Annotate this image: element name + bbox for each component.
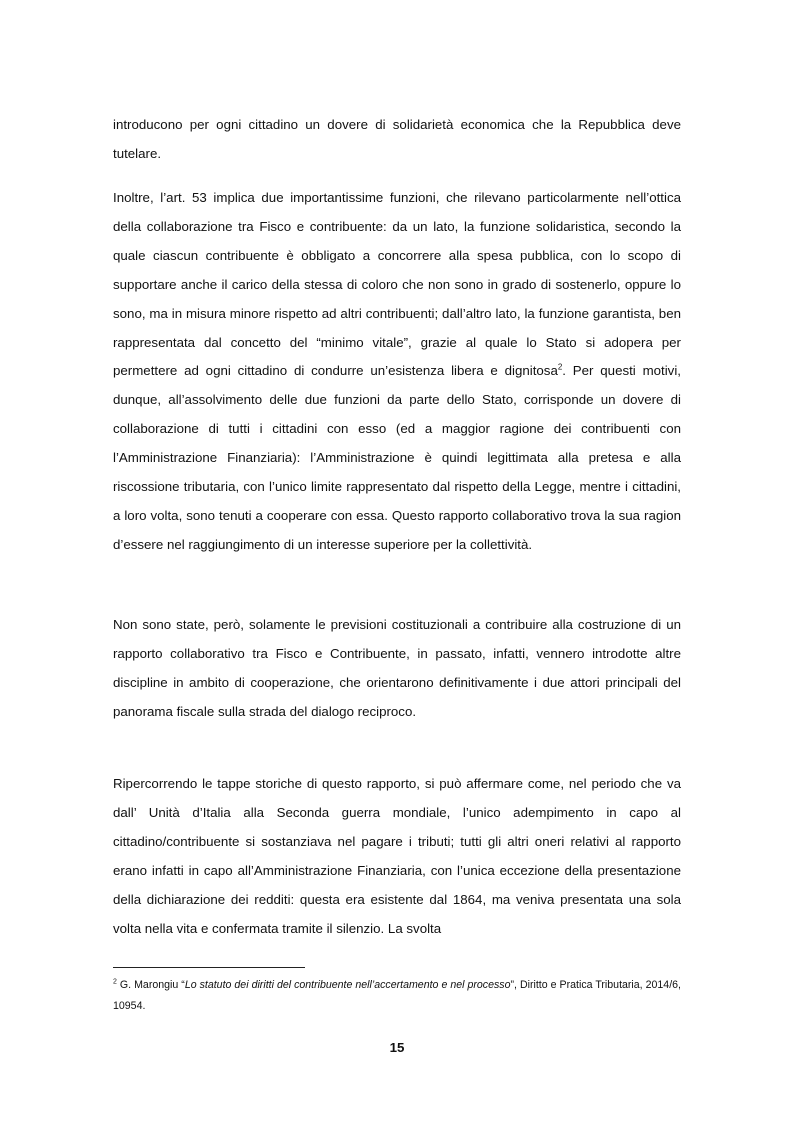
- footnote-number: 2: [113, 978, 117, 986]
- paragraph-3: [113, 611, 681, 727]
- footnote-separator: [113, 967, 305, 968]
- paragraph-2-text-part-b: . Per questi motivi, dunque, all’assolvimento delle due funzioni da parte dello Stato, corrisponde un dovere di collaborazione di tutti i cittadini con esso (ed a maggior ragione dei contribuenti con l’Amministrazione Finanziaria): l’Amministrazione è quindi legittimata alla pretesa e alla riscossione tributaria, con l’unico limite rappresentato dal rispetto della Legge, mentre i cittadini, a loro volta, sono tenuti a cooperare con essa. Questo rapporto collaborativo trova la sua ragion d’essere nel raggiungimento di un interesse superiore per la collettività.: [113, 363, 681, 552]
- footnote-reference: 2: [557, 363, 563, 373]
- paragraph-1: [113, 111, 681, 169]
- footnote-author: G. Marongiu “: [116, 979, 185, 991]
- paragraph-4: [113, 770, 681, 943]
- paragraph-2-text-part-a: Inoltre, l’art. 53 implica due importantissime funzioni, che rilevano particolarmente nell’ottica della collaborazione tra Fisco e contribuente: da un lato, la funzione solidaristica, secondo la quale ciascun contribuente è obbligato a concorrere alla spesa pubblica, con lo scopo di supportare anche il carico della stessa di coloro che non sono in grado di sostenerlo, oppure lo sono, ma in misura minore rispetto ad altri contribuenti; dall’altro lato, la funzione garantista, ben rappresentata dal concetto del “minimo vitale”, grazie al quale lo Stato si adopera per permettere ad ogni cittadino di condurre un’esistenza libera e dignitosa: [113, 190, 681, 379]
- footnote-title: Lo statuto dei diritti del contribuente nell’accertamento e nel processo: [184, 979, 511, 991]
- paragraph-2: [113, 184, 681, 560]
- paragraph-1-text: introducono per ogni cittadino un dovere di solidarietà economica che la Repubblica deve tutelare.: [113, 117, 681, 161]
- footnote: [113, 975, 681, 1017]
- paragraph-4-text: Ripercorrendo le tappe storiche di questo rapporto, si può affermare come, nel periodo che va dall’ Unità d’Italia alla Seconda guerra mondiale, l’unico adempimento in capo al cittadino/contribuente si sostanziava nel pagare i tributi; tutti gli altri oneri relativi al rapporto erano infatti in capo all’Amministrazione Finanziaria, con l’unica eccezione della presentazione della dichiarazione dei redditi: questa era esistente dal 1864, ma veniva presentata una sola volta nella vita e confermata tramite il silenzio. La svolta: [113, 776, 681, 936]
- footnote-source: ”, Diritto e Pratica Tributaria, 2014/6, 10954.: [113, 979, 681, 1012]
- page-number: 15: [389, 1040, 405, 1055]
- paragraph-3-text: Non sono state, però, solamente le previsioni costituzionali a contribuire alla costruzione di un rapporto collaborativo tra Fisco e Contribuente, in passato, infatti, vennero introdotte altre discipline in ambito di cooperazione, che orientarono definitivamente i due attori principali del panorama fiscale sulla strada del dialogo reciproco.: [113, 617, 681, 719]
